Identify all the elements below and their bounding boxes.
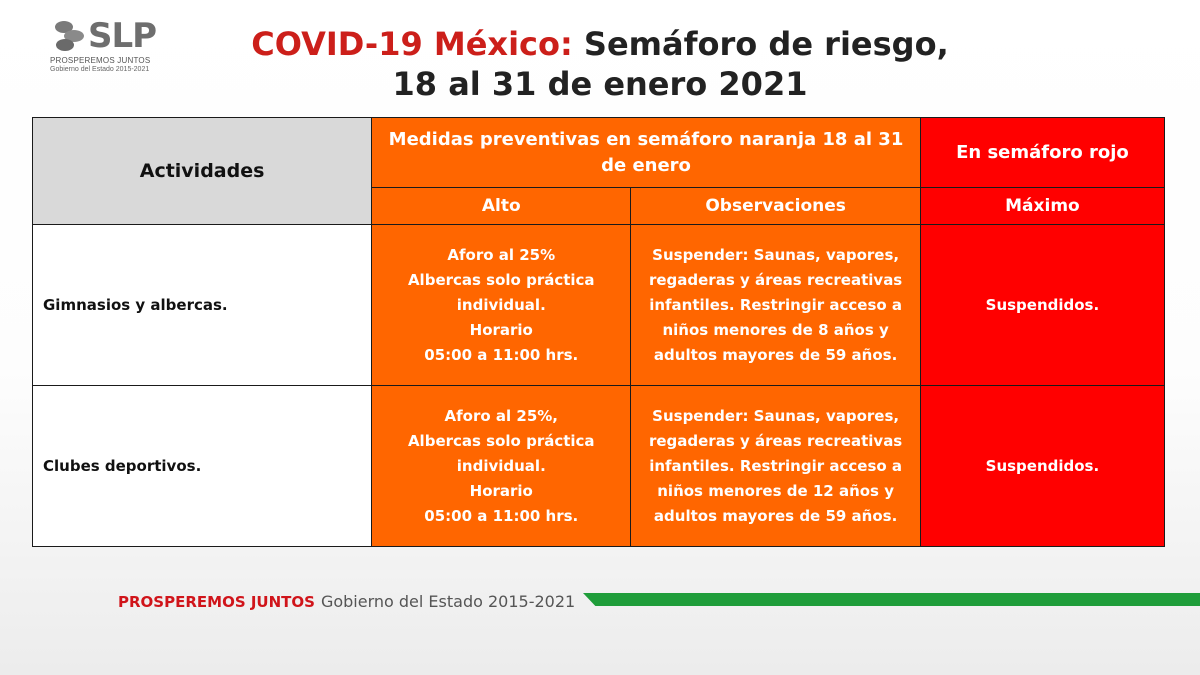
row-alto-line: 05:00 a 11:00 hrs. (424, 345, 579, 364)
row-obs-line: niños menores de 8 años y (662, 320, 889, 339)
row-alto-line: individual. (456, 295, 546, 314)
header-maximo: Máximo (920, 188, 1164, 225)
footer-brand (118, 592, 575, 611)
footer-green-bar (583, 593, 1200, 606)
row-observaciones (631, 225, 920, 386)
slp-logo (50, 16, 160, 78)
row-alto (372, 225, 631, 386)
title-line2: 18 al 31 de enero 2021 (392, 65, 808, 103)
row-actividad: Gimnasios y albercas. (33, 225, 372, 386)
row-alto-line: Albercas solo práctica (407, 270, 595, 289)
row-obs-line: infantiles. Restringir acceso a (649, 456, 903, 475)
table-row (33, 386, 1165, 547)
row-observaciones (631, 386, 920, 547)
row-obs-line: Suspender: Saunas, vapores, (652, 245, 900, 264)
header-naranja-line: Medidas preventivas en semáforo naranja 18 al 31 (388, 128, 904, 150)
row-alto-line: Aforo al 25% (447, 245, 556, 264)
row-obs-line: Suspender: Saunas, vapores, (652, 406, 900, 425)
semaforo-table (32, 117, 1165, 547)
title-highlight: COVID-19 México: (251, 25, 573, 63)
row-maximo: Suspendidos. (920, 225, 1164, 386)
table-row (33, 225, 1165, 386)
header-naranja-line: de enero (601, 154, 691, 176)
title-rest: Semáforo de riesgo, (572, 25, 949, 63)
header-observaciones: Observaciones (631, 188, 920, 225)
page-title (250, 24, 950, 104)
logo-mark-icon (52, 18, 88, 54)
footer-brand-name: PROSPEREMOS JUNTOS (118, 593, 315, 611)
row-alto (372, 386, 631, 547)
logo-tagline: PROSPEREMOS JUNTOS (50, 56, 151, 65)
header-naranja (372, 118, 921, 188)
row-obs-line: adultos mayores de 59 años. (653, 345, 898, 364)
row-obs-line: adultos mayores de 59 años. (653, 506, 898, 525)
row-obs-line: niños menores de 12 años y (657, 481, 894, 500)
row-alto-line: 05:00 a 11:00 hrs. (424, 506, 579, 525)
logo-text: SLP (88, 16, 157, 56)
logo-subtagline: Gobierno del Estado 2015-2021 (50, 66, 150, 73)
row-alto-line: Horario (469, 481, 533, 500)
row-obs-line: infantiles. Restringir acceso a (649, 295, 903, 314)
row-alto-line: Horario (469, 320, 533, 339)
header-rojo: En semáforo rojo (920, 118, 1164, 188)
row-alto-line: Aforo al 25%, (444, 406, 558, 425)
header-actividades: Actividades (33, 118, 372, 225)
header-alto: Alto (372, 188, 631, 225)
row-alto-line: individual. (456, 456, 546, 475)
row-obs-line: regaderas y áreas recreativas (648, 431, 903, 450)
row-alto-line: Albercas solo práctica (407, 431, 595, 450)
footer-government: Gobierno del Estado 2015-2021 (320, 592, 576, 611)
row-actividad: Clubes deportivos. (33, 386, 372, 547)
row-obs-line: regaderas y áreas recreativas (648, 270, 903, 289)
row-maximo: Suspendidos. (920, 386, 1164, 547)
